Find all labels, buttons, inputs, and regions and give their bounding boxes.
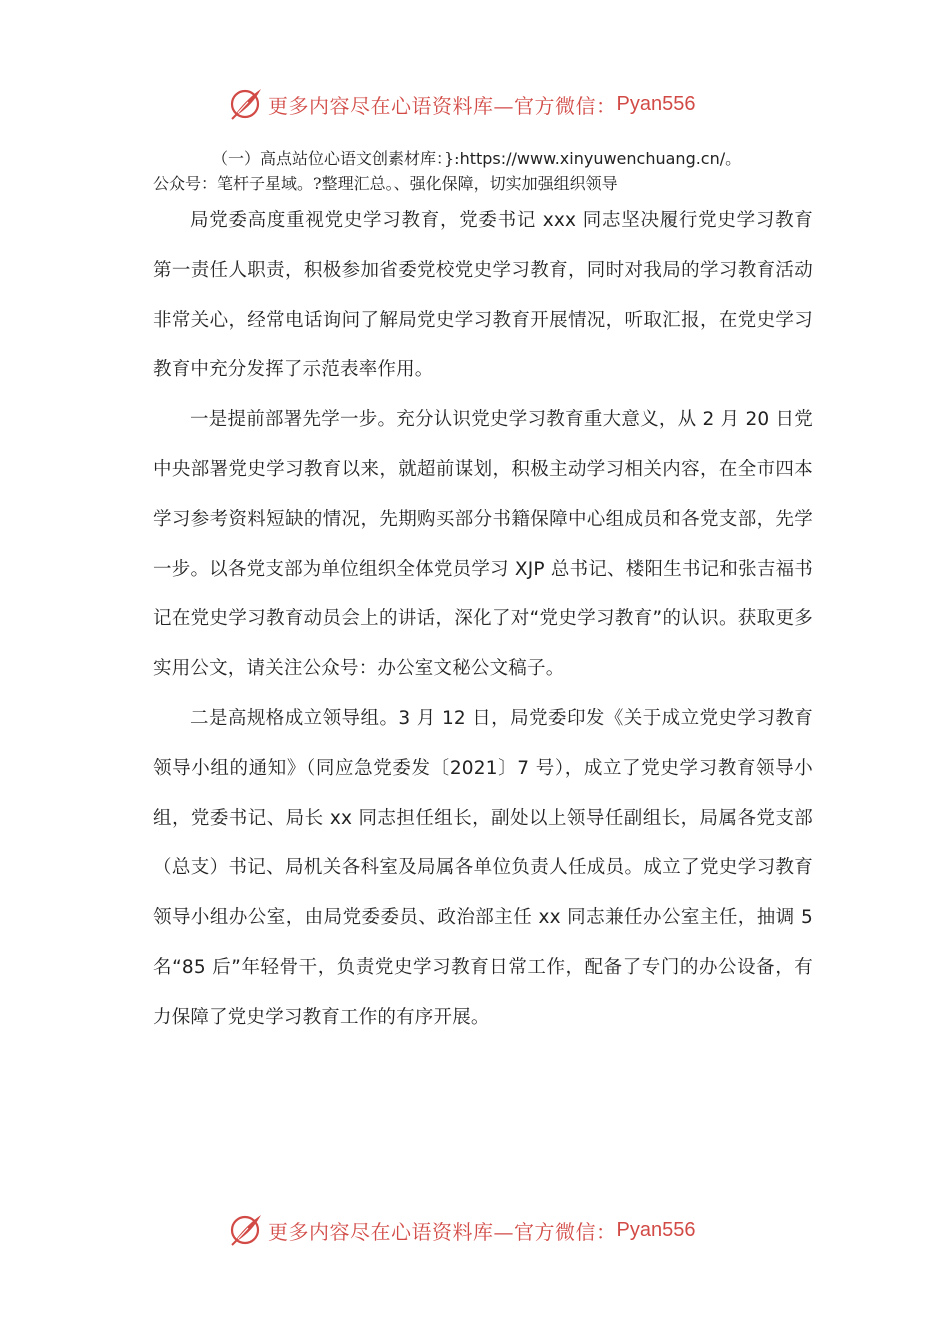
paragraph: 一是提前部署先学一步。充分认识党史学习教育重大意义，从 2 月 20 日党中央部署党史学习教育以来，就超前谋划，积极主动学习相关内容，在全市四本学习参考资料短缺的情况，先期购买部分书籍保障中心组成员和各党支部，先学一步。以各党支部为单位组织全体党员学习 XJP 总书记、楼阳生书记和张吉福书记在党史学习教育动员会上的讲话，深化了对“党史学习教育”的认识。获取更多实用公文，请关注公众号：办公室文秘公文稿子。 (153, 409, 813, 680)
body-text (153, 196, 813, 1043)
banner-text: 更多内容尽在心语资料库—官方微信： (268, 93, 617, 118)
header-banner (228, 84, 728, 124)
section-heading-line-1 (212, 146, 741, 169)
paragraph: 二是高规格成立领导组。3 月 12 日，局党委印发《关于成立党史学习教育领导小组的通知》（同应急党委发〔2021〕7 号），成立了党史学习教育领导小组，党委书记、局长 xx 同志担任组长，副处以上领导任副组长，局属各党支部（总支）书记、局机关各科室及局属各单位负责人任成员。成立了党史学习教育领导小组办公室，由局党委委员、政治部主任 xx 同志兼任办公室主任，抽调 5 名“85 后”年轻骨干，负责党史学习教育日常工作，配备了专门的办公设备，有力保障了党史学习教育工作的有序开展。 (153, 707, 813, 1028)
paragraph: 局党委高度重视党史学习教育，党委书记 xxx 同志坚决履行党史学习教育第一责任人职责，积极参加省委党校党史学习教育，同时对我局的学习教育活动非常关心，经常电话询问了解局党史学习教育开展情况，听取汇报，在党史学习教育中充分发挥了示范表率作用。 (153, 210, 813, 381)
section-heading-line-2: 公众号：笔杆子星域。?整理汇总。、强化保障，切实加强组织领导 (153, 174, 618, 193)
heading-prefix: （一）高点站位心语文创素材库：}: (212, 149, 460, 168)
heading-url: https://www.xinyuwenchuang.cn/ (459, 149, 726, 168)
quill-logo-icon (228, 1212, 264, 1248)
banner-wechat-id: Pyan556 (616, 1218, 696, 1241)
banner-text: 更多内容尽在心语资料库—官方微信： (268, 1219, 617, 1244)
footer-banner (228, 1210, 728, 1250)
heading-suffix: 。 (725, 149, 742, 168)
banner-wechat-id: Pyan556 (616, 92, 696, 115)
quill-logo-icon (228, 86, 264, 122)
